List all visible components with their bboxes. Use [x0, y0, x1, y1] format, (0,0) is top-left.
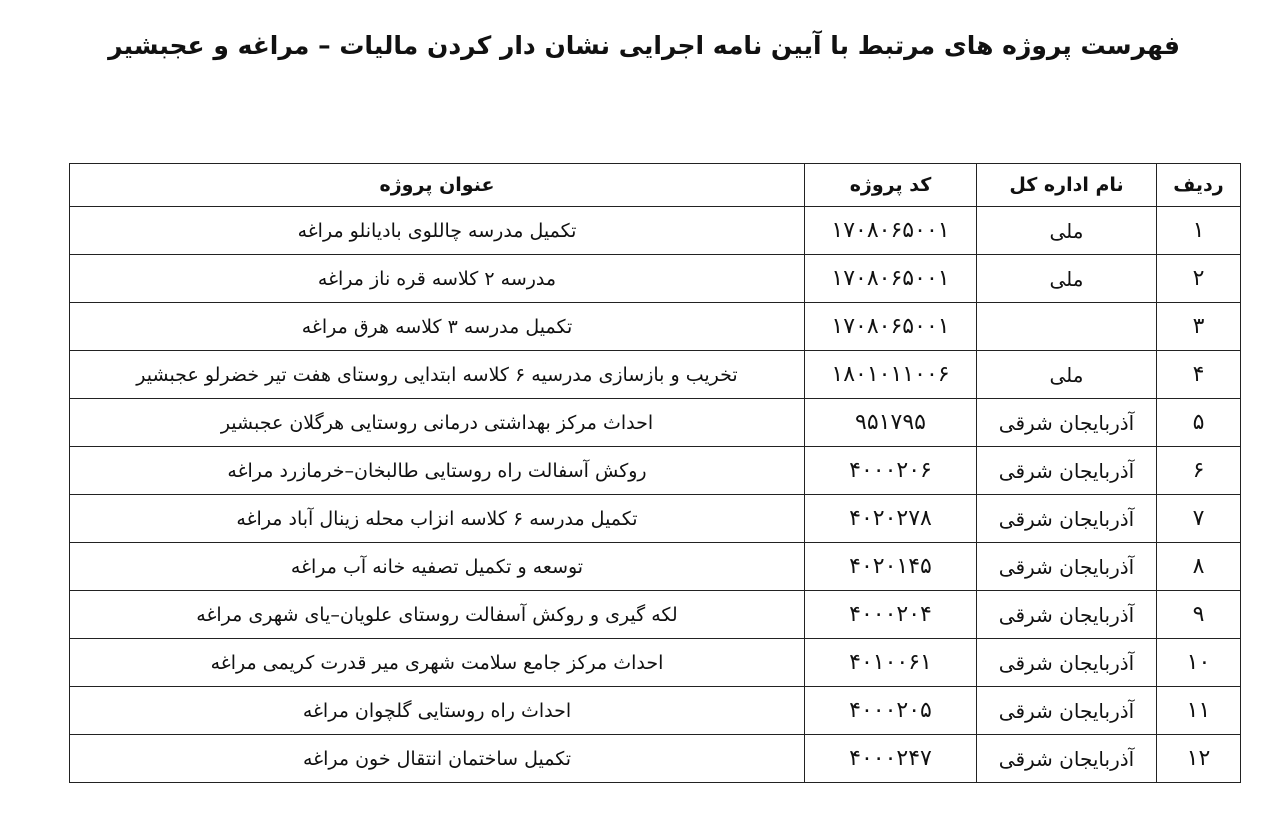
table-row [70, 495, 1241, 543]
cell-project-title: احداث مرکز جامع سلامت شهری میر قدرت کریمی مراغه [70, 639, 805, 687]
cell-project-title: توسعه و تکمیل تصفیه خانه آب مراغه [70, 543, 805, 591]
cell-project-code: ۴۰۲۰۲۷۸ [805, 495, 977, 543]
cell-row-number: ۲ [1157, 255, 1241, 303]
cell-row-number: ۴ [1157, 351, 1241, 399]
cell-project-code: ۴۰۱۰۰۶۱ [805, 639, 977, 687]
projects-table-container [69, 163, 1240, 783]
cell-project-title: احداث مرکز بهداشتی درمانی روستایی هرگلان عجبشیر [70, 399, 805, 447]
cell-office-name: آذربایجان شرقی [977, 639, 1157, 687]
table-row [70, 591, 1241, 639]
cell-project-title: تکمیل مدرسه چاللوی بادیانلو مراغه [70, 207, 805, 255]
table-row [70, 399, 1241, 447]
table-row [70, 543, 1241, 591]
cell-row-number: ۶ [1157, 447, 1241, 495]
table-row [70, 735, 1241, 783]
header-office-name: نام اداره کل [977, 164, 1157, 207]
cell-office-name: آذربایجان شرقی [977, 591, 1157, 639]
table-row [70, 207, 1241, 255]
cell-row-number: ۱۲ [1157, 735, 1241, 783]
cell-row-number: ۵ [1157, 399, 1241, 447]
header-project-code: کد پروژه [805, 164, 977, 207]
cell-project-code: ۱۷۰۸۰۶۵۰۰۱ [805, 255, 977, 303]
header-project-title: عنوان پروژه [70, 164, 805, 207]
cell-office-name: ملی [977, 351, 1157, 399]
cell-office-name: آذربایجان شرقی [977, 495, 1157, 543]
cell-office-name: آذربایجان شرقی [977, 687, 1157, 735]
cell-project-code: ۴۰۰۰۲۰۴ [805, 591, 977, 639]
cell-project-code: ۹۵۱۷۹۵ [805, 399, 977, 447]
page-title: فهرست پروژه های مرتبط با آیین نامه اجرایی نشان دار کردن مالیات – مراغه و عجبشیر [108, 31, 1180, 60]
cell-office-name: ملی [977, 207, 1157, 255]
cell-office-name: آذربایجان شرقی [977, 735, 1157, 783]
table-row [70, 255, 1241, 303]
header-row-number: ردیف [1157, 164, 1241, 207]
cell-project-title: تکمیل مدرسه ۳ کلاسه هرق مراغه [70, 303, 805, 351]
cell-row-number: ۱ [1157, 207, 1241, 255]
cell-project-code: ۱۷۰۸۰۶۵۰۰۱ [805, 207, 977, 255]
cell-office-name: آذربایجان شرقی [977, 399, 1157, 447]
cell-project-code: ۱۸۰۱۰۱۱۰۰۶ [805, 351, 977, 399]
cell-row-number: ۸ [1157, 543, 1241, 591]
cell-row-number: ۱۱ [1157, 687, 1241, 735]
cell-project-title: روکش آسفالت راه روستایی طالبخان–خرمازرد مراغه [70, 447, 805, 495]
cell-row-number: ۳ [1157, 303, 1241, 351]
table-row [70, 447, 1241, 495]
cell-project-code: ۴۰۰۰۲۰۶ [805, 447, 977, 495]
cell-project-title: مدرسه ۲ کلاسه قره ناز مراغه [70, 255, 805, 303]
table-header-row [70, 164, 1241, 207]
table-row [70, 639, 1241, 687]
cell-project-title: احداث راه روستایی گلچوان مراغه [70, 687, 805, 735]
table-row [70, 303, 1241, 351]
projects-table [69, 163, 1241, 783]
cell-project-title: تخریب و بازسازی مدرسیه ۶ کلاسه ابتدایی روستای هفت تیر خضرلو عجبشیر [70, 351, 805, 399]
cell-project-code: ۱۷۰۸۰۶۵۰۰۱ [805, 303, 977, 351]
cell-office-name: آذربایجان شرقی [977, 447, 1157, 495]
cell-office-name: آذربایجان شرقی [977, 543, 1157, 591]
cell-row-number: ۷ [1157, 495, 1241, 543]
table-row [70, 687, 1241, 735]
table-body [70, 207, 1241, 783]
cell-office-name: ملی [977, 255, 1157, 303]
cell-row-number: ۱۰ [1157, 639, 1241, 687]
cell-project-code: ۴۰۰۰۲۰۵ [805, 687, 977, 735]
cell-project-code: ۴۰۲۰۱۴۵ [805, 543, 977, 591]
cell-project-title: تکمیل ساختمان انتقال خون مراغه [70, 735, 805, 783]
cell-office-name [977, 303, 1157, 351]
table-row [70, 351, 1241, 399]
cell-project-title: لکه گیری و روکش آسفالت روستای علویان–یای شهری مراغه [70, 591, 805, 639]
cell-project-code: ۴۰۰۰۲۴۷ [805, 735, 977, 783]
cell-row-number: ۹ [1157, 591, 1241, 639]
cell-project-title: تکمیل مدرسه ۶ کلاسه انزاب محله زینال آباد مراغه [70, 495, 805, 543]
